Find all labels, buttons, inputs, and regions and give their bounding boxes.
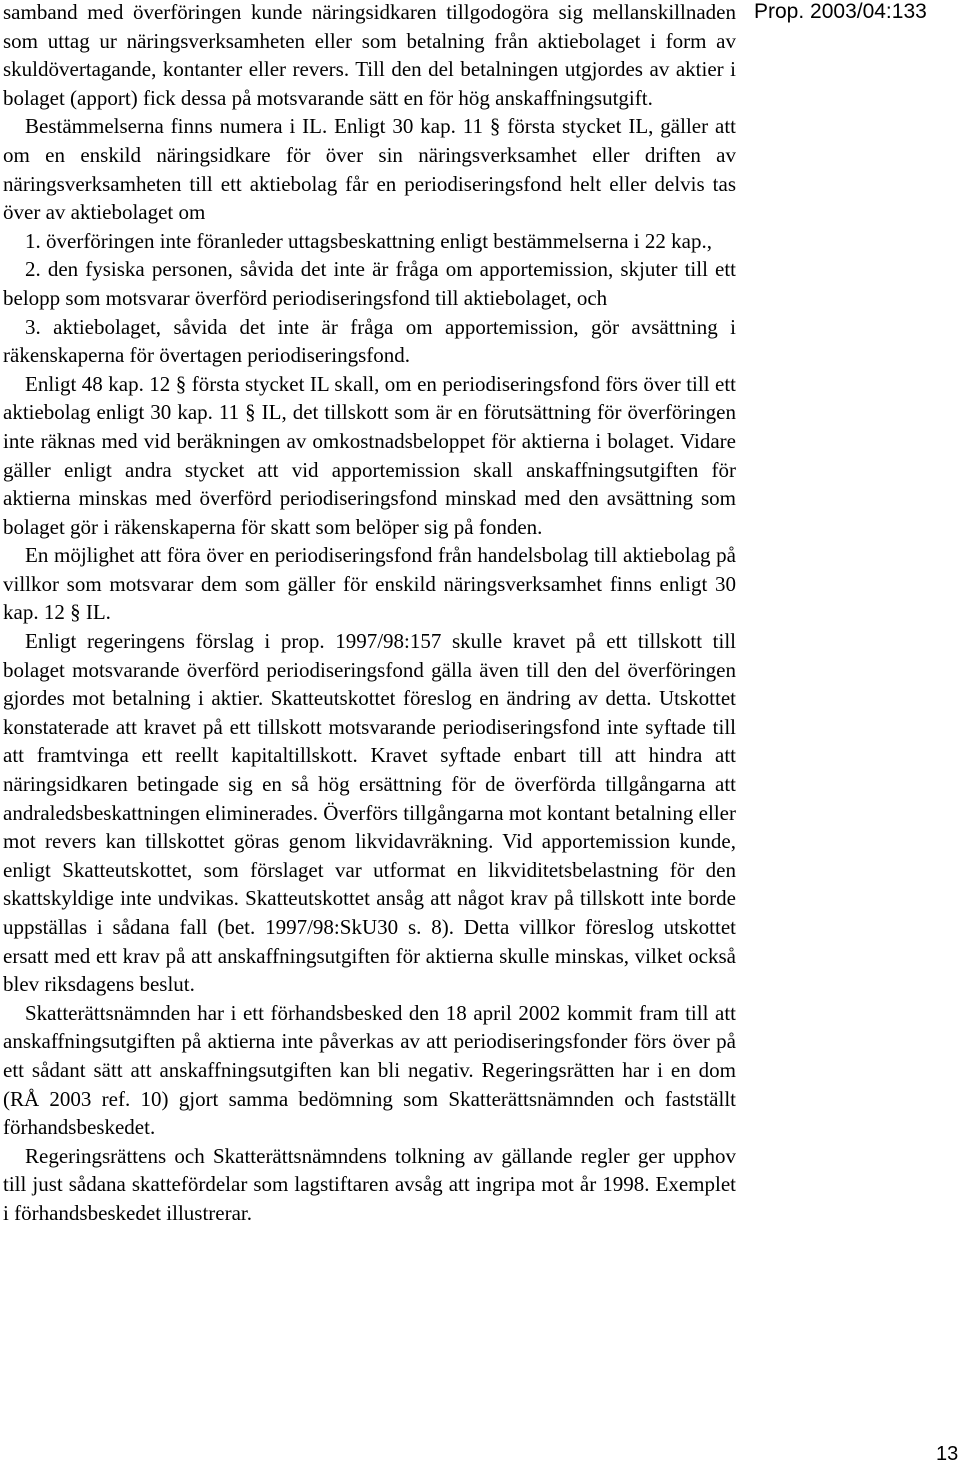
list-item-2: 2. den fysiska personen, såvida det inte är fråga om apportemission, skjuter till ett belopp som motsvarar överförd periodiseringsfond till aktiebolaget, och (3, 257, 736, 310)
paragraph-provisions: Bestämmelserna finns numera i IL. Enligt 30 kap. 11 § första stycket IL, gäller att om en enskild näringsidkare för över sin näringsverksamhet eller driften av näringsverksamheten till ett aktiebolag får en periodiseringsfond helt eller delvis tas över av aktiebolaget om (3, 114, 736, 225)
list-item-3: 3. aktiebolaget, såvida det inte är fråga om apportemission, gör avsättning i räkenskaperna för övertagen periodiseringsfond. (3, 314, 736, 368)
proposition-reference: Prop. 2003/04:133 (754, 0, 927, 23)
paragraph-government-proposal: Enligt regeringens förslag i prop. 1997/98:157 skulle kravet på ett tillskott till bolaget motsvarande överförd periodiseringsfond gälla även till den del överföringen gjordes mot betalning i aktier. Skatteutskottet föreslog en ändring av detta. Utskottet konstaterade att kravet på ett tillskott motsvarande periodiseringsfond inte syftade till att framtvinga ett reellt kapitaltillskott. Kravet syftade enbart till att hindra att näringsidkaren betingade sig en så hög ersättning för de överförda tillgångarna att andraledsbeskattningen eliminerades. Överförs tillgångarna mot kontant betalning eller mot revers kan tillskottet göras genom likvidavräkning. Vid apportemission kunde, enligt Skatteutskottet, som förslaget var utformat en likviditetsbelastning för den skattskyldige inte undvikas. Skatteutskottet ansåg att något krav på tillskott inte borde uppställas i sådana fall (bet. 1997/98:SkU30 s. 8). Detta villkor föreslog utskottet ersatt med ett krav på att anskaffningsutgiften för aktierna skulle minskas, vilket också blev riksdagens beslut. (3, 629, 736, 997)
paragraph-chapter-48: Enligt 48 kap. 12 § första stycket IL skall, om en periodiseringsfond förs över till ett aktiebolag enligt 30 kap. 11 § IL, det tillskott som är en förutsättning för överföringen inte räknas med vid beräkningen av omkostnadsbeloppet för aktierna i bolaget. Vidare gäller enligt andra stycket att vid apportemission skall anskaffningsutgiften för aktierna minskas med överförd periodiseringsfond minskad med den avsättning som bolaget gör i räkenskaperna för skatt som belöper sig på fonden. (3, 371, 736, 539)
paragraph-continuation: samband med överföringen kunde näringsidkaren tillgodogöra sig mellanskillnaden som uttag ur näringsverksamheten eller som betalning från aktiebolaget i form av skuldövertagande, kontanter eller revers. Till den del betalningen utgjordes av aktier i bolaget (apport) fick dessa på motsvarande sätt en för hög anskaffningsutgift. (3, 0, 736, 110)
paragraph-handelsbolag: En möjlighet att föra över en periodiseringsfond från handelsbolag till aktiebolag på villkor som motsvarar dem som gäller för enskild näringsverksamhet finns enligt 30 kap. 12 § IL. (3, 543, 736, 625)
body-text (3, 0, 736, 1228)
paragraph-skatterattsnamnden: Skatterättsnämnden har i ett förhandsbesked den 18 april 2002 kommit fram till att anskaffningsutgiften på aktierna inte påverkas av att periodiseringsfonder förs över på ett sådant sätt att anskaffningsutgiften kan bli negativ. Regeringsrätten har i en dom (RÅ 2003 ref. 10) gjort samma bedömning som Skatterättsnämnden och fastställt förhandsbeskedet. (3, 1000, 736, 1140)
list-item-1: 1. överföringen inte föranleder uttagsbeskattning enligt bestämmelserna i 22 kap., (25, 228, 712, 253)
page-number: 13 (936, 1443, 959, 1465)
paragraph-interpretation: Regeringsrättens och Skatterättsnämndens tolkning av gällande regler ger upphov till just sådana skattefördelar som lagstiftaren avsåg att ingripa mot år 1998. Exemplet i förhandsbeskedet illustrerar. (3, 1143, 736, 1225)
